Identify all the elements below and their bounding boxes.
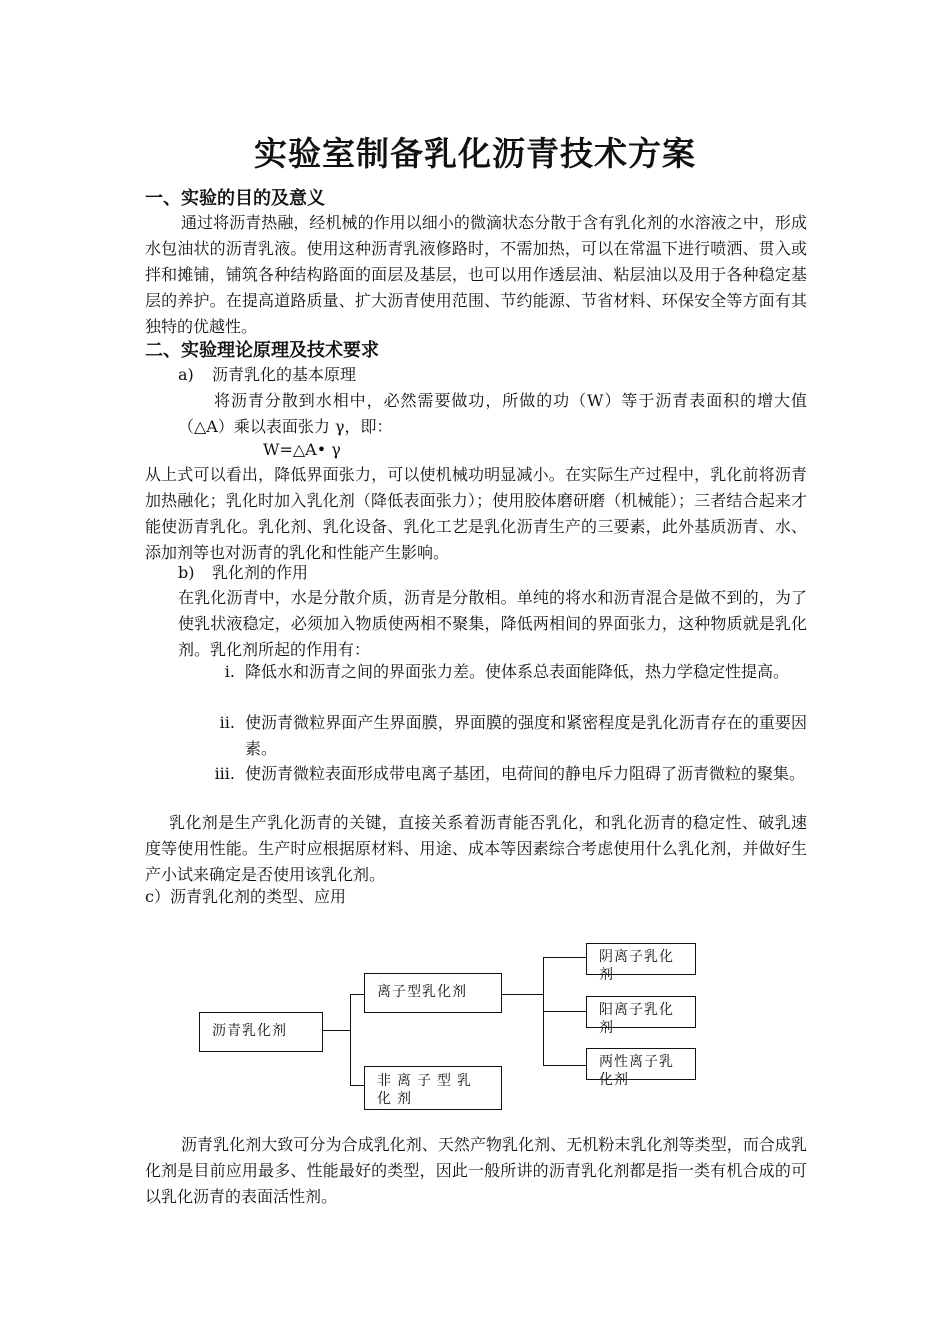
list-item-number: ii. xyxy=(219,713,235,732)
diagram-node-amphoteric: 两性离子乳化剂 xyxy=(586,1048,696,1080)
diagram-node-anionic: 阴离子乳化剂 xyxy=(586,943,696,975)
subsection-a-after-paragraph: 从上式可以看出，降低界面张力，可以使机械功明显减小。在实际生产过程中，乳化前将沥青加热融化；乳化时加入乳化剂（降低表面张力）；使用胶体磨研磨（机械能）；三者结合起来才能使沥青乳化。乳化剂、乳化设备、乳化工艺是乳化沥青生产的三要素，此外基质沥青、水、添加剂等也对沥青的乳化和性能产生影响。 xyxy=(145,465,807,562)
list-item-number: iii. xyxy=(214,764,235,783)
subsection-b-title: 乳化剂的作用 xyxy=(212,563,309,582)
page-title: 实验室制备乳化沥青技术方案 xyxy=(254,134,696,173)
subsection-a-paragraph: 将沥青分散到水相中，必然需要做功，所做的功（W）等于沥青表面积的增大值（△A）乘以表面张力 γ，即： xyxy=(178,391,807,436)
subsection-a-title: 沥青乳化的基本原理 xyxy=(212,365,357,384)
diagram-node-root: 沥青乳化剂 xyxy=(199,1012,323,1052)
subsection-b-paragraph: 在乳化沥青中，水是分散介质，沥青是分散相。单纯的将水和沥青混合是做不到的，为了使乳状液稳定，必须加入物质使两相不聚集，降低两相间的界面张力，这种物质就是乳化剂。乳化剂所起的作用有： xyxy=(178,588,807,659)
connector-line xyxy=(543,1011,586,1012)
diagram-node-nonionic: 非离子型乳化剂 xyxy=(364,1066,502,1110)
connector-line xyxy=(543,957,586,958)
connector-line xyxy=(323,1030,350,1031)
subsection-b-after-paragraph: 乳化剂是生产乳化沥青的关键，直接关系着沥青能否乳化，和乳化沥青的稳定性、破乳速度等使用性能。生产时应根据原材料、用途、成本等因素综合考虑使用什么乳化剂，并做好生产小试来确定是否使用该乳化剂。 xyxy=(145,813,807,884)
list-item-text: 使沥青微粒界面产生界面膜，界面膜的强度和紧密程度是乳化沥青存在的重要因素。 xyxy=(245,713,807,758)
list-item-text: 降低水和沥青之间的界面张力差。使体系总表面能降低，热力学稳定性提高。 xyxy=(245,662,790,681)
list-item xyxy=(195,710,807,762)
list-item-text: 使沥青微粒表面形成带电离子基团，电荷间的静电斥力阻碍了沥青微粒的聚集。 xyxy=(245,764,806,783)
diagram-node-ionic: 离子型乳化剂 xyxy=(364,973,502,1013)
list-item-number: i. xyxy=(224,662,235,681)
subsection-c-title: c）沥青乳化剂的类型、应用 xyxy=(145,887,346,906)
connector-line xyxy=(543,1065,586,1066)
connector-line xyxy=(350,1085,364,1086)
section1-paragraph: 通过将沥青热融，经机械的作用以细小的微滴状态分散于含有乳化剂的水溶液之中，形成水包油状的沥青乳液。使用这种沥青乳液修路时，不需加热，可以在常温下进行喷洒、贯入或拌和摊铺，铺筑各种结构路面的面层及基层，也可以用作透层油、粘层油以及用于各种稳定基层的养护。在提高道路质量、扩大沥青使用范围、节约能源、节省材料、环保安全等方面有其独特的优越性。 xyxy=(145,213,807,336)
list-item xyxy=(195,659,807,711)
subsection-a-label: a) xyxy=(178,365,194,384)
section2-heading: 二、实验理论原理及技术要求 xyxy=(145,340,379,361)
list-item xyxy=(195,761,807,813)
subsection-c-paragraph: 沥青乳化剂大致可分为合成乳化剂、天然产物乳化剂、无机粉末乳化剂等类型，而合成乳化剂是目前应用最多、性能最好的类型，因此一般所讲的沥青乳化剂都是指一类有机合成的可以乳化沥青的表面活性剂。 xyxy=(145,1135,807,1206)
subsection-b-label: b) xyxy=(178,563,195,582)
connector-line xyxy=(502,994,544,995)
section1-heading: 一、实验的目的及意义 xyxy=(145,188,325,209)
diagram-node-cationic: 阳离子乳化剂 xyxy=(586,996,696,1028)
connector-line xyxy=(350,994,364,995)
formula: W=△A• γ xyxy=(263,440,341,459)
connector-line xyxy=(350,994,351,1085)
connector-line xyxy=(543,957,544,1065)
